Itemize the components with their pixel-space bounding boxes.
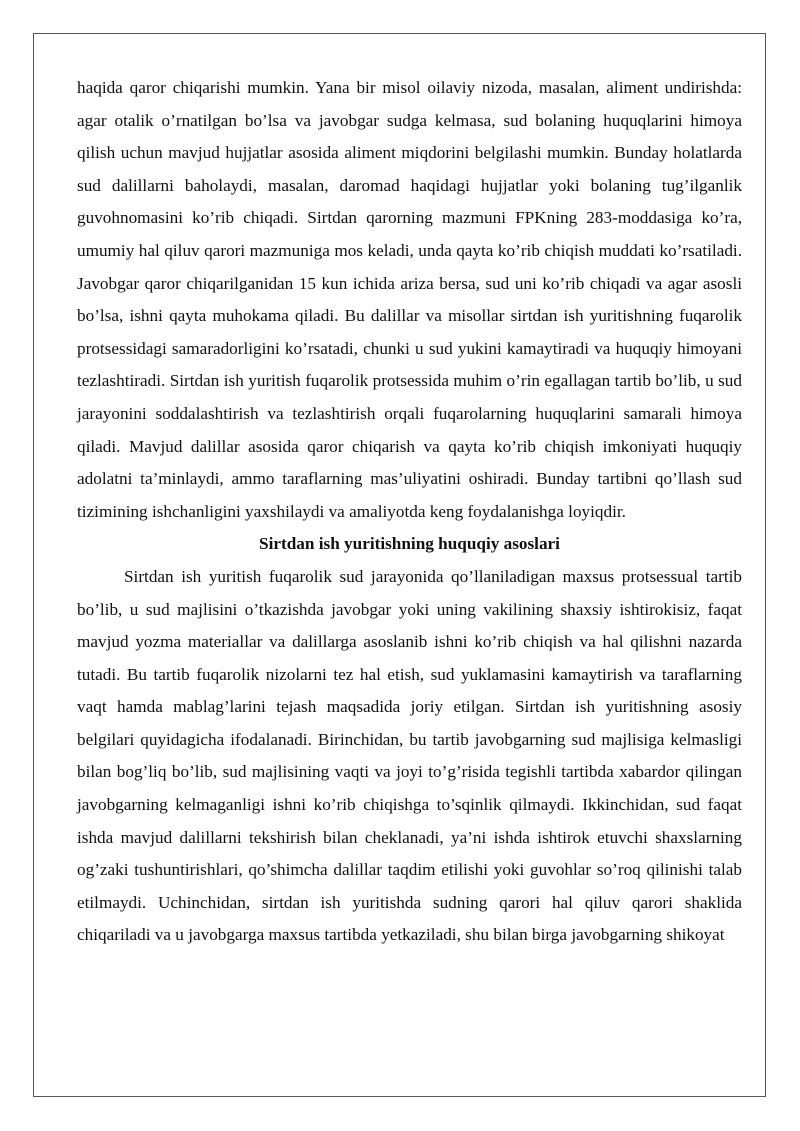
body-paragraph: Sirtdan ish yuritish fuqarolik sud jarayonida qo’llaniladigan maxsus protsessual tartib bo’lib, u sud majlisini o’tkazishda javobgar yoki uning vakilining shaxsiy ishtirokisiz, faqat mavjud yozma materiallar va dalillarga asoslanib ishni ko’rib chiqish va hal qilishni nazarda tutadi. Bu tartib fuqarolik nizolarni tez hal etish, sud yuklamasini kamaytirish va taraflarning vaqt hamda mablag’larini tejash maqsadida joriy etilgan. Sirtdan ish yuritishning asosiy belgilari quyidagicha ifodalanadi. Birinchidan, bu tartib javobgarning sud majlisiga kelmasligi bilan bog’liq bo’lib, sud majlisining vaqti va joyi to’g’risida tegishli tartibda xabardor qilingan javobgarning kelmaganligi ishni ko’rib chiqishga to’sqinlik qilmaydi. Ikkinchidan, sud faqat ishda mavjud dalillarni tekshirish bilan cheklanadi, ya’ni ishda ishtirok etuvchi shaxslarning og’zaki tushuntirishlari, qo’shimcha dalillar taqdim etilishi yoki guvohlar so’roq qilinishi talab etilmaydi. Uchinchidan, sirtdan ish yuritishda sudning qarori hal qiluv qarori shaklida chiqariladi va u javobgarga maxsus tartibda yetkaziladi, shu bilan birga javobgarning shikoyat: [77, 566, 742, 945]
body-paragraph: haqida qaror chiqarishi mumkin. Yana bir misol oilaviy nizoda, masalan, aliment undirishda: agar otalik o’rnatilgan bo’lsa va javobgar sudga kelmasa, sud bolaning huquqlarini himoya qilish uchun mavjud hujjatlar asosida aliment miqdorini belgilashi mumkin. Bunday holatlarda sud dalillarni baholaydi, masalan, daromad haqidagi hujjatlar yoki bolaning tug’ilganlik guvohnomasini ko’rib chiqadi. Sirtdan qarorning mazmuni FPKning 283-moddasiga ko’ra, umumiy hal qiluv qarori mazmuniga mos keladi, unda qayta ko’rib chiqish muddati ko’rsatiladi. Javobgar qaror chiqarilganidan 15 kun ichida ariza bersa, sud uni ko’rib chiqadi va agar asosli bo’lsa, ishni qayta muhokama qiladi. Bu dalillar va misollar sirtdan ish yuritishning fuqarolik protsessidagi samaradorligini ko’rsatadi, chunki u sud yukini kamaytiradi va huquqiy himoyani tezlashtiradi. Sirtdan ish yuritish fuqarolik protsessida muhim o’rin egallagan tartib bo’lib, u sud jarayonini soddalashtirish va tezlashtirish orqali fuqarolarning huquqlarini samarali himoya qiladi. Mavjud dalillar asosida qaror chiqarish va qayta ko’rib chiqish imkoniyati huquqiy adolatni ta’minlaydi, ammo taraflarning mas’uliyatini oshiradi. Bunday tartibni qo’llash sud tizimining ishchanligini yaxshilaydi va amaliyotda keng foydalanishga loyiqdir.: [77, 78, 742, 521]
section-heading: Sirtdan ish yuritishning huquqiy asoslari: [259, 534, 560, 554]
document-body: [77, 72, 742, 952]
